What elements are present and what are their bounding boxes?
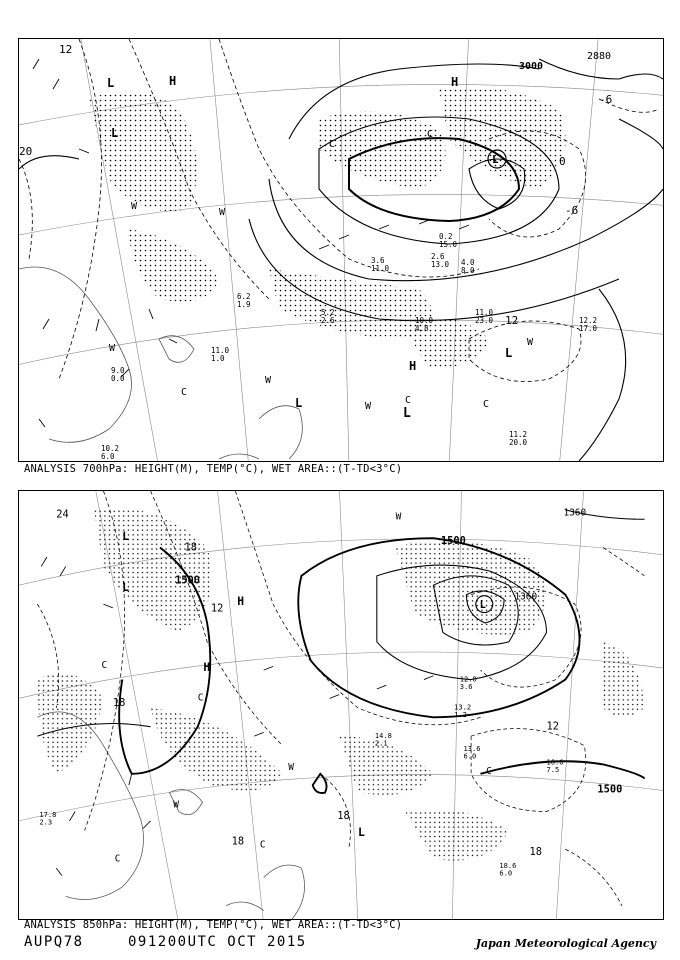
low-center: L — [492, 153, 499, 166]
isotherm-label: 20 — [19, 145, 33, 158]
caption-850hpa: ANALYSIS 850hPa: HEIGHT(M), TEMP(°C), WET AREA::(T-TD<3°C) — [24, 919, 403, 931]
wet-areas — [89, 87, 566, 370]
cold-center: C — [259, 839, 266, 851]
isotherm-label: 12 — [210, 602, 224, 615]
cold-center: C — [101, 660, 108, 672]
station-value: 4.8 — [415, 324, 429, 333]
isotherm-label: 18 — [112, 696, 126, 709]
cold-center: C — [427, 129, 434, 140]
station-value: 11.2 — [509, 430, 528, 439]
isotherm-label: -6 — [599, 93, 613, 106]
station-value: 18.6 — [499, 861, 517, 871]
warm-center: W — [527, 337, 534, 348]
station-value: 2.3 — [39, 817, 53, 827]
low-center: L — [107, 76, 115, 90]
caption-700hpa: ANALYSIS 700hPa: HEIGHT(M), TEMP(°C), WET AREA::(T-TD<3°C) — [24, 463, 403, 475]
station-value: 15.0 — [439, 240, 458, 249]
high-center: H — [451, 75, 459, 89]
station-value: 4.0 — [461, 258, 475, 267]
low-center: L — [122, 530, 130, 544]
station-value: 9.0 — [111, 366, 125, 375]
station-value: 13.6 — [463, 744, 481, 754]
high-center: H — [203, 661, 211, 675]
low-center: L — [122, 580, 130, 594]
station-value: 5.2 — [321, 308, 335, 317]
station-value: 10.0 — [415, 316, 434, 325]
station-value: 23.0 — [475, 316, 494, 325]
low-center: L — [403, 406, 411, 421]
cold-center: C — [329, 139, 336, 150]
station-value: 6.0 — [499, 868, 513, 878]
station-value: 10.2 — [101, 444, 120, 453]
warm-center: W — [109, 343, 116, 354]
low-center: L — [111, 126, 119, 140]
agency-name: Japan Meteorological Agency — [475, 937, 656, 950]
height-label: 1500 — [597, 783, 623, 796]
station-value: 2.6 — [321, 316, 335, 325]
valid-time: 091200UTC OCT 2015 — [128, 934, 307, 950]
cold-center: C — [486, 765, 492, 777]
station-value: 3.6 — [459, 681, 473, 691]
cold-center: C — [405, 395, 412, 406]
height-label: 1360 — [563, 507, 587, 519]
station-value: 1.2 — [454, 710, 467, 720]
isotherm-label: 12 — [546, 720, 559, 733]
station-value: 0.0 — [111, 374, 125, 383]
footer — [24, 934, 656, 952]
station-value: 2.6 — [431, 252, 445, 261]
station-value: 20.0 — [509, 438, 528, 447]
isotherm-label: 24 — [56, 508, 69, 521]
high-center: H — [169, 74, 177, 88]
station-value: 12.2 — [579, 316, 598, 325]
station-value: 0.2 — [439, 232, 453, 241]
isotherm-label: 18 — [529, 845, 543, 858]
map-700hpa — [18, 38, 664, 462]
isotherm-label: 0 — [559, 155, 566, 168]
station-value: 6.0 — [463, 751, 477, 761]
warm-center: W — [395, 511, 402, 523]
station-value: 11.0 — [211, 346, 230, 355]
low-center: L — [479, 598, 486, 611]
height-label: 1360 — [514, 591, 538, 603]
cold-center: C — [483, 399, 490, 410]
product-code: AUPQ78 — [24, 934, 84, 950]
isotherm-label: 18 — [337, 810, 350, 823]
warm-center: W — [265, 375, 272, 386]
station-value: 1.0 — [211, 354, 225, 363]
warm-center: W — [173, 799, 179, 811]
station-value: 17.0 — [579, 324, 598, 333]
isotherm-label: 12 — [59, 43, 73, 56]
station-value: 13.0 — [431, 260, 450, 269]
station-value: 2.1 — [374, 738, 388, 748]
station-value: 17.8 — [39, 810, 57, 820]
station-value: 11.0 — [475, 308, 494, 317]
low-center: L — [357, 826, 365, 840]
cold-center: C — [181, 387, 188, 398]
height-label: 1500 — [175, 574, 201, 587]
warm-center: W — [365, 401, 372, 412]
cold-center: C — [197, 692, 204, 704]
high-center: H — [237, 595, 245, 609]
low-center: L — [505, 346, 513, 360]
station-value: 6.0 — [101, 452, 115, 461]
warm-center: W — [219, 207, 226, 218]
warm-center: W — [288, 762, 294, 774]
station-value: 16.6 — [546, 757, 564, 767]
height-label: 3000 — [519, 61, 544, 72]
wet-areas — [37, 508, 644, 860]
station-value: 3.6 — [371, 256, 385, 265]
station-value: 6.2 — [237, 292, 251, 301]
high-center: H — [409, 359, 417, 373]
station-value: 13.2 — [454, 702, 472, 712]
height-label: 2880 — [587, 51, 612, 62]
station-value: 14.8 — [374, 730, 392, 740]
isotherm-label: 18 — [231, 835, 245, 848]
map-850hpa — [18, 490, 664, 920]
station-value: 8.0 — [461, 266, 475, 275]
station-value: 7.5 — [546, 764, 560, 774]
cold-center: C — [114, 853, 121, 865]
isotherm-label: 18 — [184, 541, 197, 554]
map-850hpa-canvas — [19, 491, 663, 919]
station-value: 1.9 — [237, 300, 251, 309]
station-value: 12.0 — [459, 674, 477, 684]
isotherm-label: 12 — [505, 314, 519, 327]
isotherm-label: -6 — [565, 204, 579, 217]
height-label: 1500 — [440, 534, 466, 547]
high-center: L — [295, 396, 303, 410]
station-value: 11.0 — [371, 264, 390, 273]
warm-center: W — [131, 201, 138, 212]
map-700hpa-canvas — [19, 39, 663, 461]
